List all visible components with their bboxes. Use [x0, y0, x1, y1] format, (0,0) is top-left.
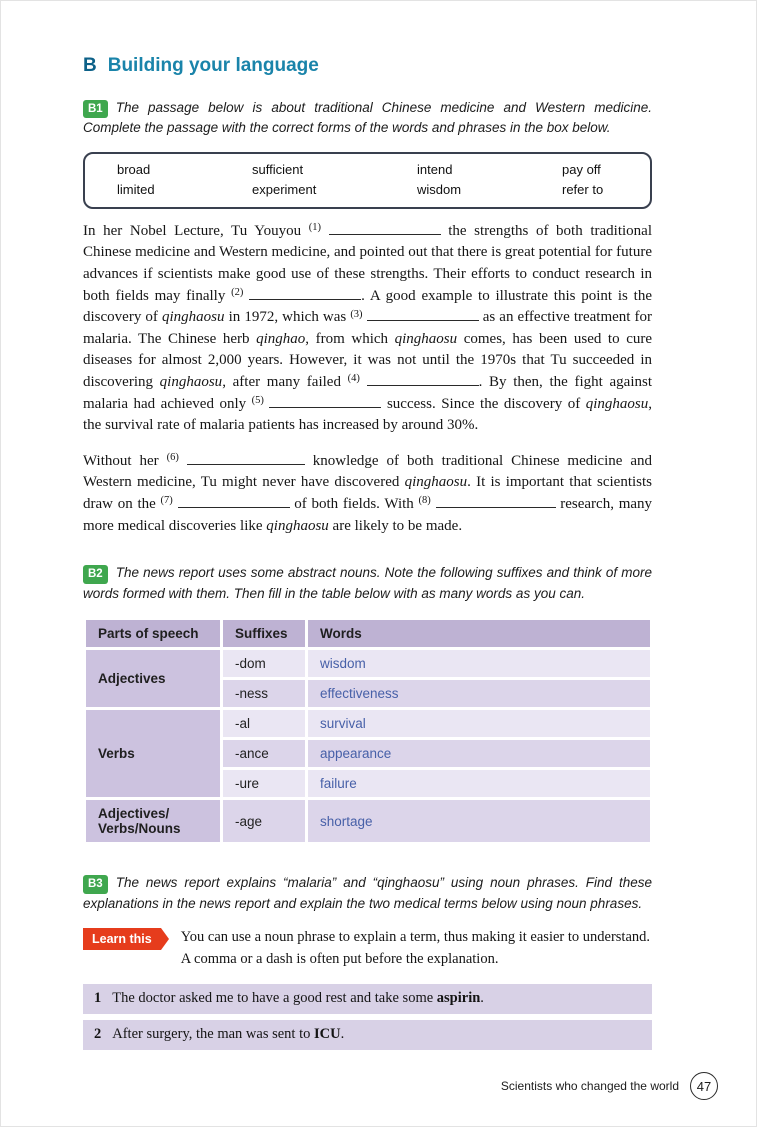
table-part-cell: Adjectives: [85, 649, 222, 709]
table-suffix-cell: -ness: [222, 679, 307, 709]
suffix-table: [83, 617, 653, 845]
activity-badge-b3: B3: [83, 875, 108, 893]
example-item-text: After surgery, the man was sent to ICU.: [112, 1025, 345, 1042]
blank-line: [178, 503, 290, 508]
table-row: [85, 799, 652, 844]
example-item-number: 1: [94, 989, 102, 1006]
blank-line: [187, 460, 305, 465]
example-item-number: 2: [94, 1025, 102, 1042]
table-suffix-cell: -dom: [222, 649, 307, 679]
table-part-cell: Adjectives/ Verbs/Nouns: [85, 799, 222, 844]
superscript-number: (3): [350, 308, 363, 320]
example-item: [83, 984, 652, 1014]
word-box-item: wisdom: [417, 181, 462, 197]
example-item: [83, 1020, 652, 1050]
word-box-item: refer to: [562, 181, 604, 197]
word-box-item: intend: [417, 161, 453, 177]
word-box-item: sufficient: [252, 161, 304, 177]
b1-instruction-block: [83, 98, 652, 139]
table-suffix-cell: -ure: [222, 769, 307, 799]
superscript-number: (2): [231, 287, 244, 299]
example-item-text: The doctor asked me to have a good rest and take some aspirin.: [112, 989, 484, 1006]
word-box: [83, 152, 652, 209]
b2-instruction-block: [83, 563, 652, 604]
table-word-cell: survival: [307, 709, 652, 739]
section-title: Building your language: [107, 55, 319, 76]
b3-instruction-block: [83, 873, 652, 914]
blank-line: [269, 403, 381, 408]
word-box-item: pay off: [562, 161, 601, 177]
superscript-number: (5): [251, 395, 264, 407]
learn-this-badge: Learn this: [83, 928, 161, 950]
b3-instruction-text: The news report explains “malaria” and “qinghaosu” using noun phrases. Find these explanations in the news report and explain the two medical terms below using noun phrases.: [83, 875, 652, 911]
table-header-suffixes: Suffixes: [222, 619, 307, 649]
blank-line: [436, 503, 556, 508]
word-box-item: broad: [117, 161, 151, 177]
superscript-number: (8): [418, 495, 431, 507]
table-word-cell: wisdom: [307, 649, 652, 679]
table-row: [85, 709, 652, 739]
table-header-parts: Parts of speech: [85, 619, 222, 649]
passage-paragraph-1: In her Nobel Lecture, Tu Youyou $^{(1)}$ the strengths of both traditional Chinese medicine and Western medicine, and pointed out that there is great potential for future advances if scientists make good use of these strengths. Their efforts to conduct research in both fields may finally $^{(2)}$ . A good example to illustrate this point is the discovery of qinghaosu in 1972, which was $^{(3)}$ as an effective treatment for malaria. The Chinese herb qinghao, from which qinghaosu comes, has been used to cure diseases for almost 2,000 years. However, it was not until the 1970s that Tu succeeded in discovering qinghaosu, after many failed $^{(4)}$ . By then, the fight against malaria had achieved only $^{(5)}$ success. Since the discovery of qinghaosu, the survival rate of malaria patients has increased by around 30%.: [83, 222, 653, 434]
activity-badge-b1: B1: [83, 100, 108, 118]
cloze-passage: [83, 221, 652, 537]
table-word-cell: shortage: [307, 799, 652, 844]
table-word-cell: failure: [307, 769, 652, 799]
learn-this-block: [83, 927, 652, 971]
table-word-cell: effectiveness: [307, 679, 652, 709]
table-row: [85, 649, 652, 679]
word-box-item: limited: [117, 181, 155, 197]
superscript-number: (1): [308, 222, 321, 234]
table-header-words: Words: [307, 619, 652, 649]
table-suffix-cell: -ance: [222, 739, 307, 769]
learn-this-text: You can use a noun phrase to explain a term, thus making it easier to understand. A comma or a dash is often put before the explanation.: [180, 929, 651, 967]
blank-line: [367, 381, 479, 386]
book-title: Scientists who changed the world: [500, 1079, 679, 1093]
blank-line: [367, 316, 479, 321]
passage-paragraph-2: Without her $^{(6)}$ knowledge of both traditional Chinese medicine and Western medicine, Tu might never have discovered qinghaosu. It is important that scientists draw on the $^{(7)}$ of both fields. With $^{(8)}$ research, many more medical discoveries like qinghaosu are likely to be made.: [83, 452, 653, 534]
blank-line: [329, 230, 441, 235]
table-suffix-cell: -al: [222, 709, 307, 739]
section-heading: [83, 55, 652, 78]
table-part-cell: Verbs: [85, 709, 222, 799]
activity-badge-b2: B2: [83, 565, 108, 583]
table-suffix-cell: -age: [222, 799, 307, 844]
word-box-item: experiment: [252, 181, 317, 197]
blank-line: [249, 295, 361, 300]
page-number-circle: 47: [690, 1072, 718, 1100]
table-header-row: [85, 619, 652, 649]
table-word-cell: appearance: [307, 739, 652, 769]
footer: [501, 1072, 718, 1100]
b1-instruction-text: The passage below is about traditional Chinese medicine and Western medicine. Complete the passage with the correct forms of the words and phrases in the box below.: [83, 99, 652, 136]
section-letter: B: [83, 55, 97, 76]
superscript-number: (4): [347, 373, 360, 385]
b2-instruction-text: The news report uses some abstract nouns. Note the following suffixes and think of more words formed with them. Then fill in the table below with as many words as you can.: [83, 565, 652, 601]
superscript-number: (6): [166, 452, 179, 464]
page-content: [1, 1, 756, 1050]
superscript-number: (7): [160, 495, 173, 507]
